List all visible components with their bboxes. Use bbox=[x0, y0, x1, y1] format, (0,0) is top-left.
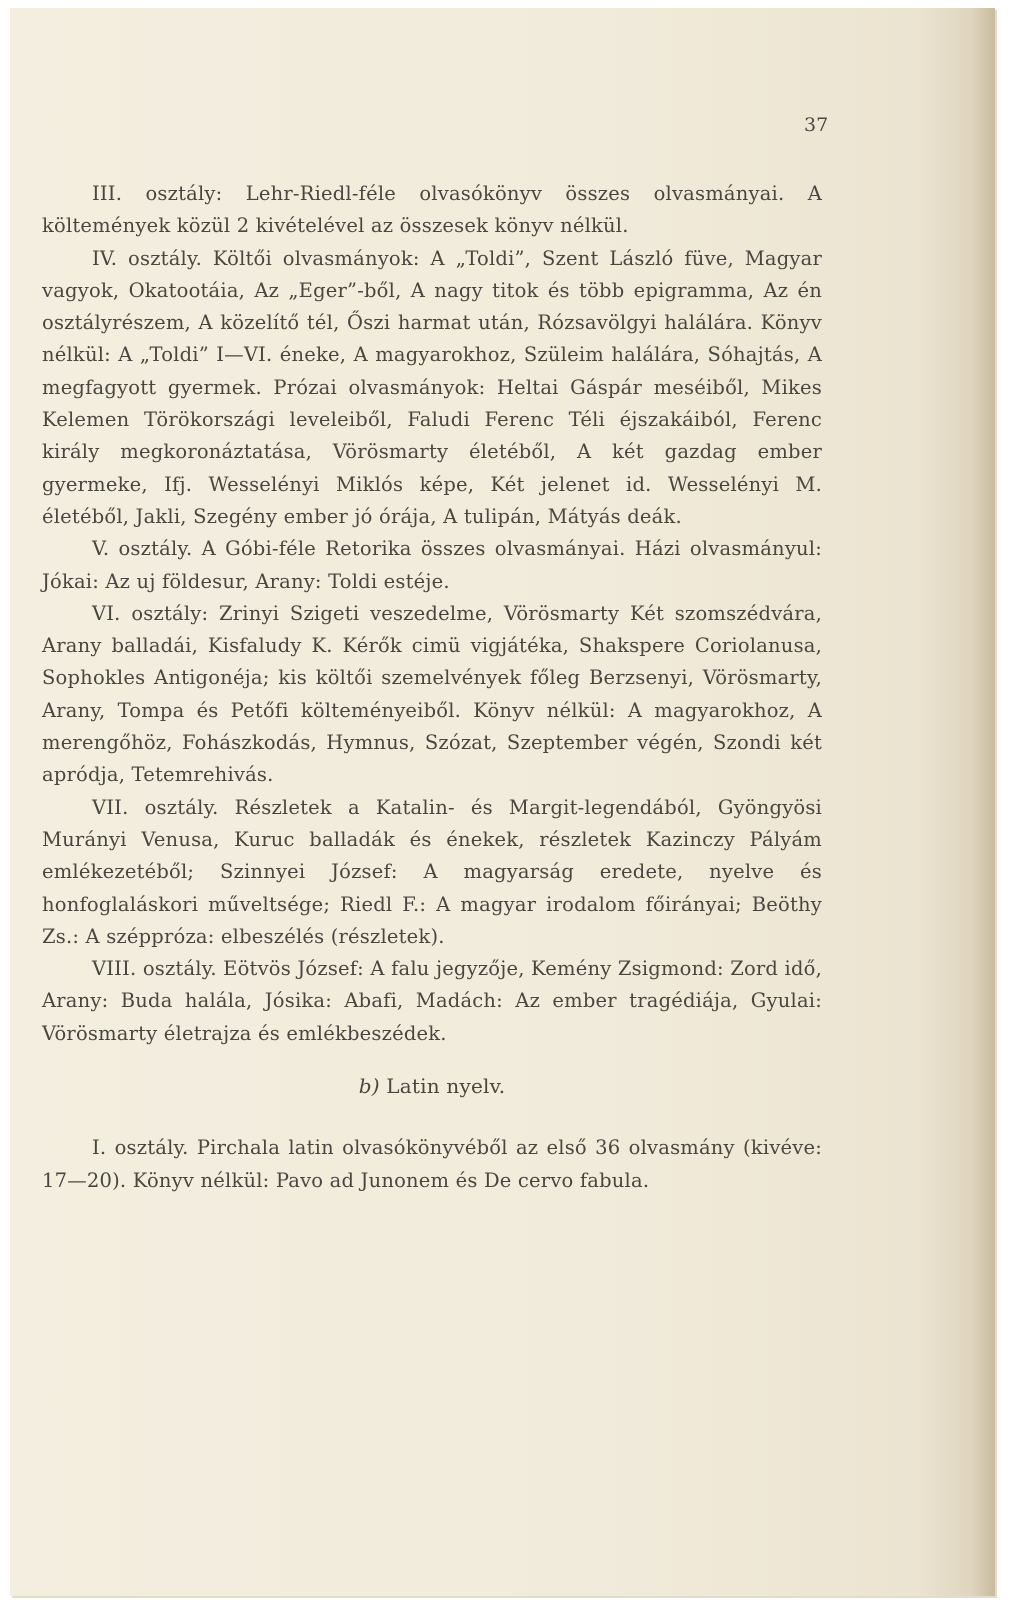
section-letter: b) bbox=[358, 1074, 380, 1099]
paragraph-vi-class: VI. osztály: Zrinyi Szigeti veszedelme, Vörösmarty Két szomszédvára, Arany balladái, Kisfaludy K. Kérők cimü vigjátéka, Shakspere Coriolanusa, Sophokles Antigonéja; kis költői szemelvények főleg Berzsenyi, Vörösmarty, Arany, Tompa és Petőfi költeményeiből. Könyv nélkül: A magyarokhoz, A merengőhöz, Fohászkodás, Hymnus, Szózat, Szeptember végén, Szondi két apródja, Tetemrehivás. bbox=[42, 601, 822, 787]
page-number: 37 bbox=[804, 114, 829, 136]
paragraph-iv-class: IV. osztály. Költői olvasmányok: A „Toldi”, Szent László füve, Magyar vagyok, Okatootáia, Az „Eger”-ből, A nagy titok és több epigramma, Az én osztályrészem, A közelítő tél, Őszi harmat után, Rózsavölgyi halálára. Könyv nélkül: A „Toldi” I—VI. éneke, A magyarokhoz, Szüleim halálára, Sóhajtás, A megfagyott gyermek. Prózai olvasmányok: Heltai Gáspár meséiből, Mikes Kelemen Törökországi leveleiből, Faludi Ferenc Téli éjszakáiból, Ferenc király megkoronáztatása, Vörösmarty életéből, A két gazdag ember gyermeke, Ifj. Wesselényi Miklós képe, Két jelenet id. Wesselényi M. életéből, Jakli, Szegény ember jó órája, A tulipán, Mátyás deák. bbox=[42, 246, 822, 528]
paragraph-iii-class: III. osztály: Lehr-Riedl-féle olvasókönyv összes olvasmányai. A költemények közül 2 kivételével az összesek könyv nélkül. bbox=[42, 182, 822, 238]
book-page bbox=[10, 8, 995, 1596]
section-title-text: Latin nyelv. bbox=[386, 1074, 506, 1099]
paragraph-latin-i-class: I. osztály. Pirchala latin olvasókönyvéből az első 36 olvasmány (kivéve: 17—20). Könyv nélkül: Pavo ad Junonem és De cervo fabula. bbox=[42, 1136, 822, 1192]
page-edge-shadow bbox=[971, 8, 995, 1596]
paragraph-v-class: V. osztály. A Góbi-féle Retorika összes olvasmányai. Házi olvasmányul: Jókai: Az uj földesur, Arany: Toldi estéje. bbox=[42, 537, 822, 593]
paragraph-vii-class: VII. osztály. Részletek a Katalin- és Margit-legendából, Gyöngyösi Murányi Venusa, Kuruc balladák és énekek, részletek Kazinczy Pályám emlékezetéből; Szinnyei József: A magyarság eredete, nyelve és honfoglaláskori műveltsége; Riedl F.: A magyar irodalom főirányai; Beöthy Zs.: A széppróza: elbeszélés (részletek). bbox=[42, 795, 822, 948]
paragraph-viii-class: VIII. osztály. Eötvös József: A falu jegyzője, Kemény Zsigmond: Zord idő, Arany: Buda halála, Jósika: Abafi, Madách: Az ember tragédiája, Gyulai: Vörösmarty életrajza és emlékbeszédek. bbox=[42, 957, 822, 1045]
body-text bbox=[42, 178, 822, 1197]
section-heading bbox=[42, 1070, 822, 1102]
